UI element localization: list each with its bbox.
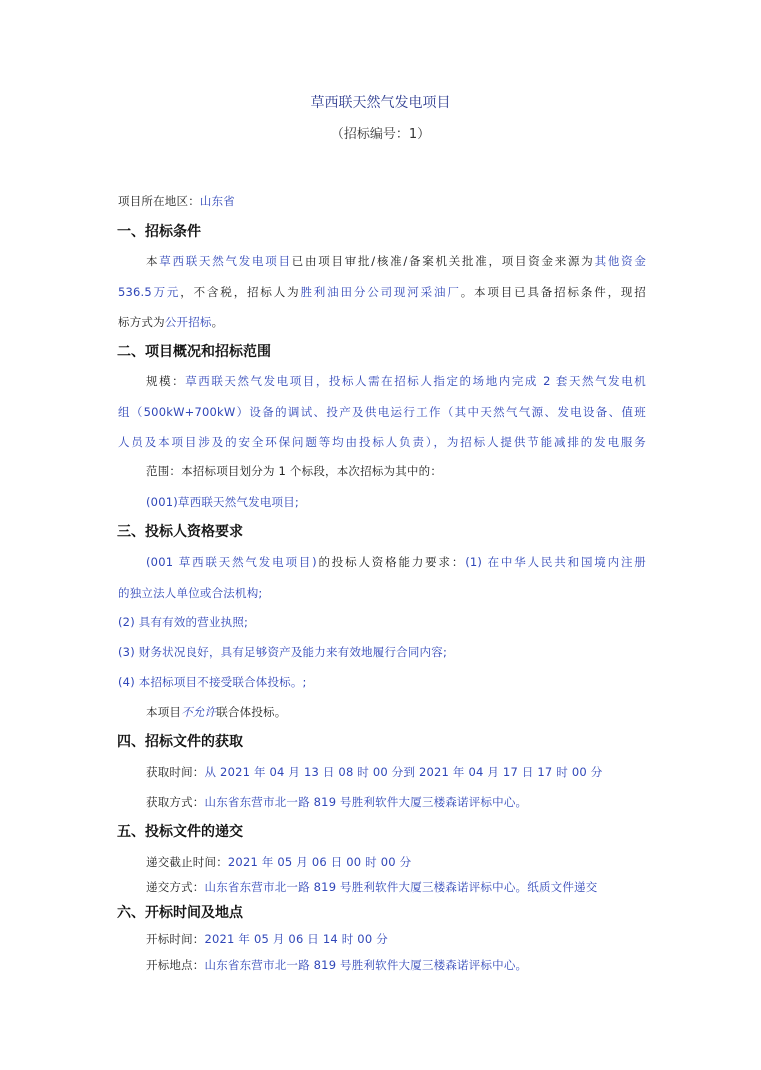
s1-text: 已由项目审批/核准/备案机关批准，项目资金来源为 <box>291 254 595 268</box>
lot-line: (001)草西联天然气发电项目; <box>146 495 299 509</box>
obtain-time-label: 获取时间： <box>146 765 205 779</box>
scale-line-1 <box>146 373 646 389</box>
submit-method-label: 递交方式： <box>146 880 205 894</box>
project-region <box>118 193 235 209</box>
tender-number: （招标编号：1） <box>330 127 431 142</box>
req-line-1 <box>146 554 646 570</box>
scope-line: 范围：本招标项目划分为 1 个标段，本次招标为其中的： <box>146 464 443 478</box>
section-heading-3: 三、投标人资格要求 <box>117 524 243 540</box>
section-heading-6: 六、开标时间及地点 <box>117 905 243 921</box>
s1-line-2 <box>118 284 646 300</box>
s1-text: ，不含税，招标人为 <box>180 285 301 299</box>
scale-label: 规模： <box>146 374 186 388</box>
consortium-line <box>146 704 286 720</box>
opening-place <box>146 957 527 973</box>
submit-method-value: 山东省东营市北一路 819 号胜利软件大厦三楼森诺评标中心。纸质文件递交 <box>204 880 598 894</box>
obtain-method-value: 山东省东营市北一路 819 号胜利软件大厦三楼森诺评标中心。 <box>204 795 528 809</box>
opening-place-value: 山东省东营市北一路 819 号胜利软件大厦三楼森诺评标中心。 <box>204 958 528 972</box>
req-item-1: (1) 在中华人民共和国境内注册 <box>465 555 646 569</box>
scale-line-2: 组（500kW+700kW）设备的调试、投产及供电运行工作（其中天然气气源、发电设备、值班 <box>118 405 646 419</box>
req-item-2: (2) 具有有效的营业执照; <box>118 615 249 629</box>
region-label: 项目所在地区： <box>118 194 200 208</box>
submit-deadline <box>146 854 411 870</box>
consortium-text: 本项目 <box>146 705 182 719</box>
section-heading-1: 一、招标条件 <box>117 224 201 240</box>
s1-line-1 <box>146 253 646 269</box>
scale-text: 草西联天然气发电项目，投标人需在招标人指定的场地内完成 2 套天然气发电机 <box>185 374 646 388</box>
region-value: 山东省 <box>199 194 236 208</box>
s1-text: 。本项目已具备招标条件，现招 <box>460 285 646 299</box>
submit-method <box>146 879 597 895</box>
s1-text: 标方式为 <box>118 315 165 329</box>
req-item-4: (4) 本招标项目不接受联合体投标。; <box>118 675 307 689</box>
fund-source: 其他资金 <box>594 254 647 268</box>
section-heading-4: 四、招标文件的获取 <box>117 734 243 750</box>
opening-time-label: 开标时间： <box>146 932 205 946</box>
consortium-status: 不允许 <box>181 705 217 719</box>
scale-line-3: 人员及本项目涉及的安全环保问题等均由投标人负责），为招标人提供节能减排的发电服务 <box>118 435 646 449</box>
req-item-3: (3) 财务状况良好，具有足够资产及能力来有效地履行合同内容; <box>118 645 448 659</box>
s1-line-3 <box>118 314 223 330</box>
opening-place-label: 开标地点： <box>146 958 205 972</box>
project-name: 草西联天然气发电项目 <box>159 254 292 268</box>
opening-time <box>146 931 388 947</box>
tenderer-name: 胜利油田分公司现河采油厂 <box>300 285 461 299</box>
opening-time-value: 2021 年 05 月 06 日 14 时 00 分 <box>204 932 388 946</box>
document-title: 草西联天然气发电项目 <box>310 95 451 111</box>
section-heading-5: 五、投标文件的递交 <box>117 824 243 840</box>
req-line-1b: 的独立法人单位或合法机构; <box>118 586 263 600</box>
section-heading-2: 二、项目概况和招标范围 <box>117 344 271 360</box>
obtain-method-label: 获取方式： <box>146 795 205 809</box>
submit-deadline-value: 2021 年 05 月 06 日 00 时 00 分 <box>227 855 412 869</box>
consortium-text: 联合体投标。 <box>216 705 287 719</box>
s1-text: 本 <box>146 254 160 268</box>
submit-deadline-label: 递交截止时间： <box>146 855 228 869</box>
obtain-time-value: 从 2021 年 04 月 13 日 08 时 00 分到 2021 年 04 月 17 日 17 时 00 分 <box>204 765 603 779</box>
req-lot: (001 草西联天然气发电项目) <box>146 555 317 569</box>
fund-amount: 536.5万元 <box>118 285 181 299</box>
req-text: 的投标人资格能力要求： <box>316 555 466 569</box>
obtain-time <box>146 764 602 780</box>
s1-text: 。 <box>211 315 224 329</box>
obtain-method <box>146 794 527 810</box>
tender-method: 公开招标 <box>164 315 212 329</box>
